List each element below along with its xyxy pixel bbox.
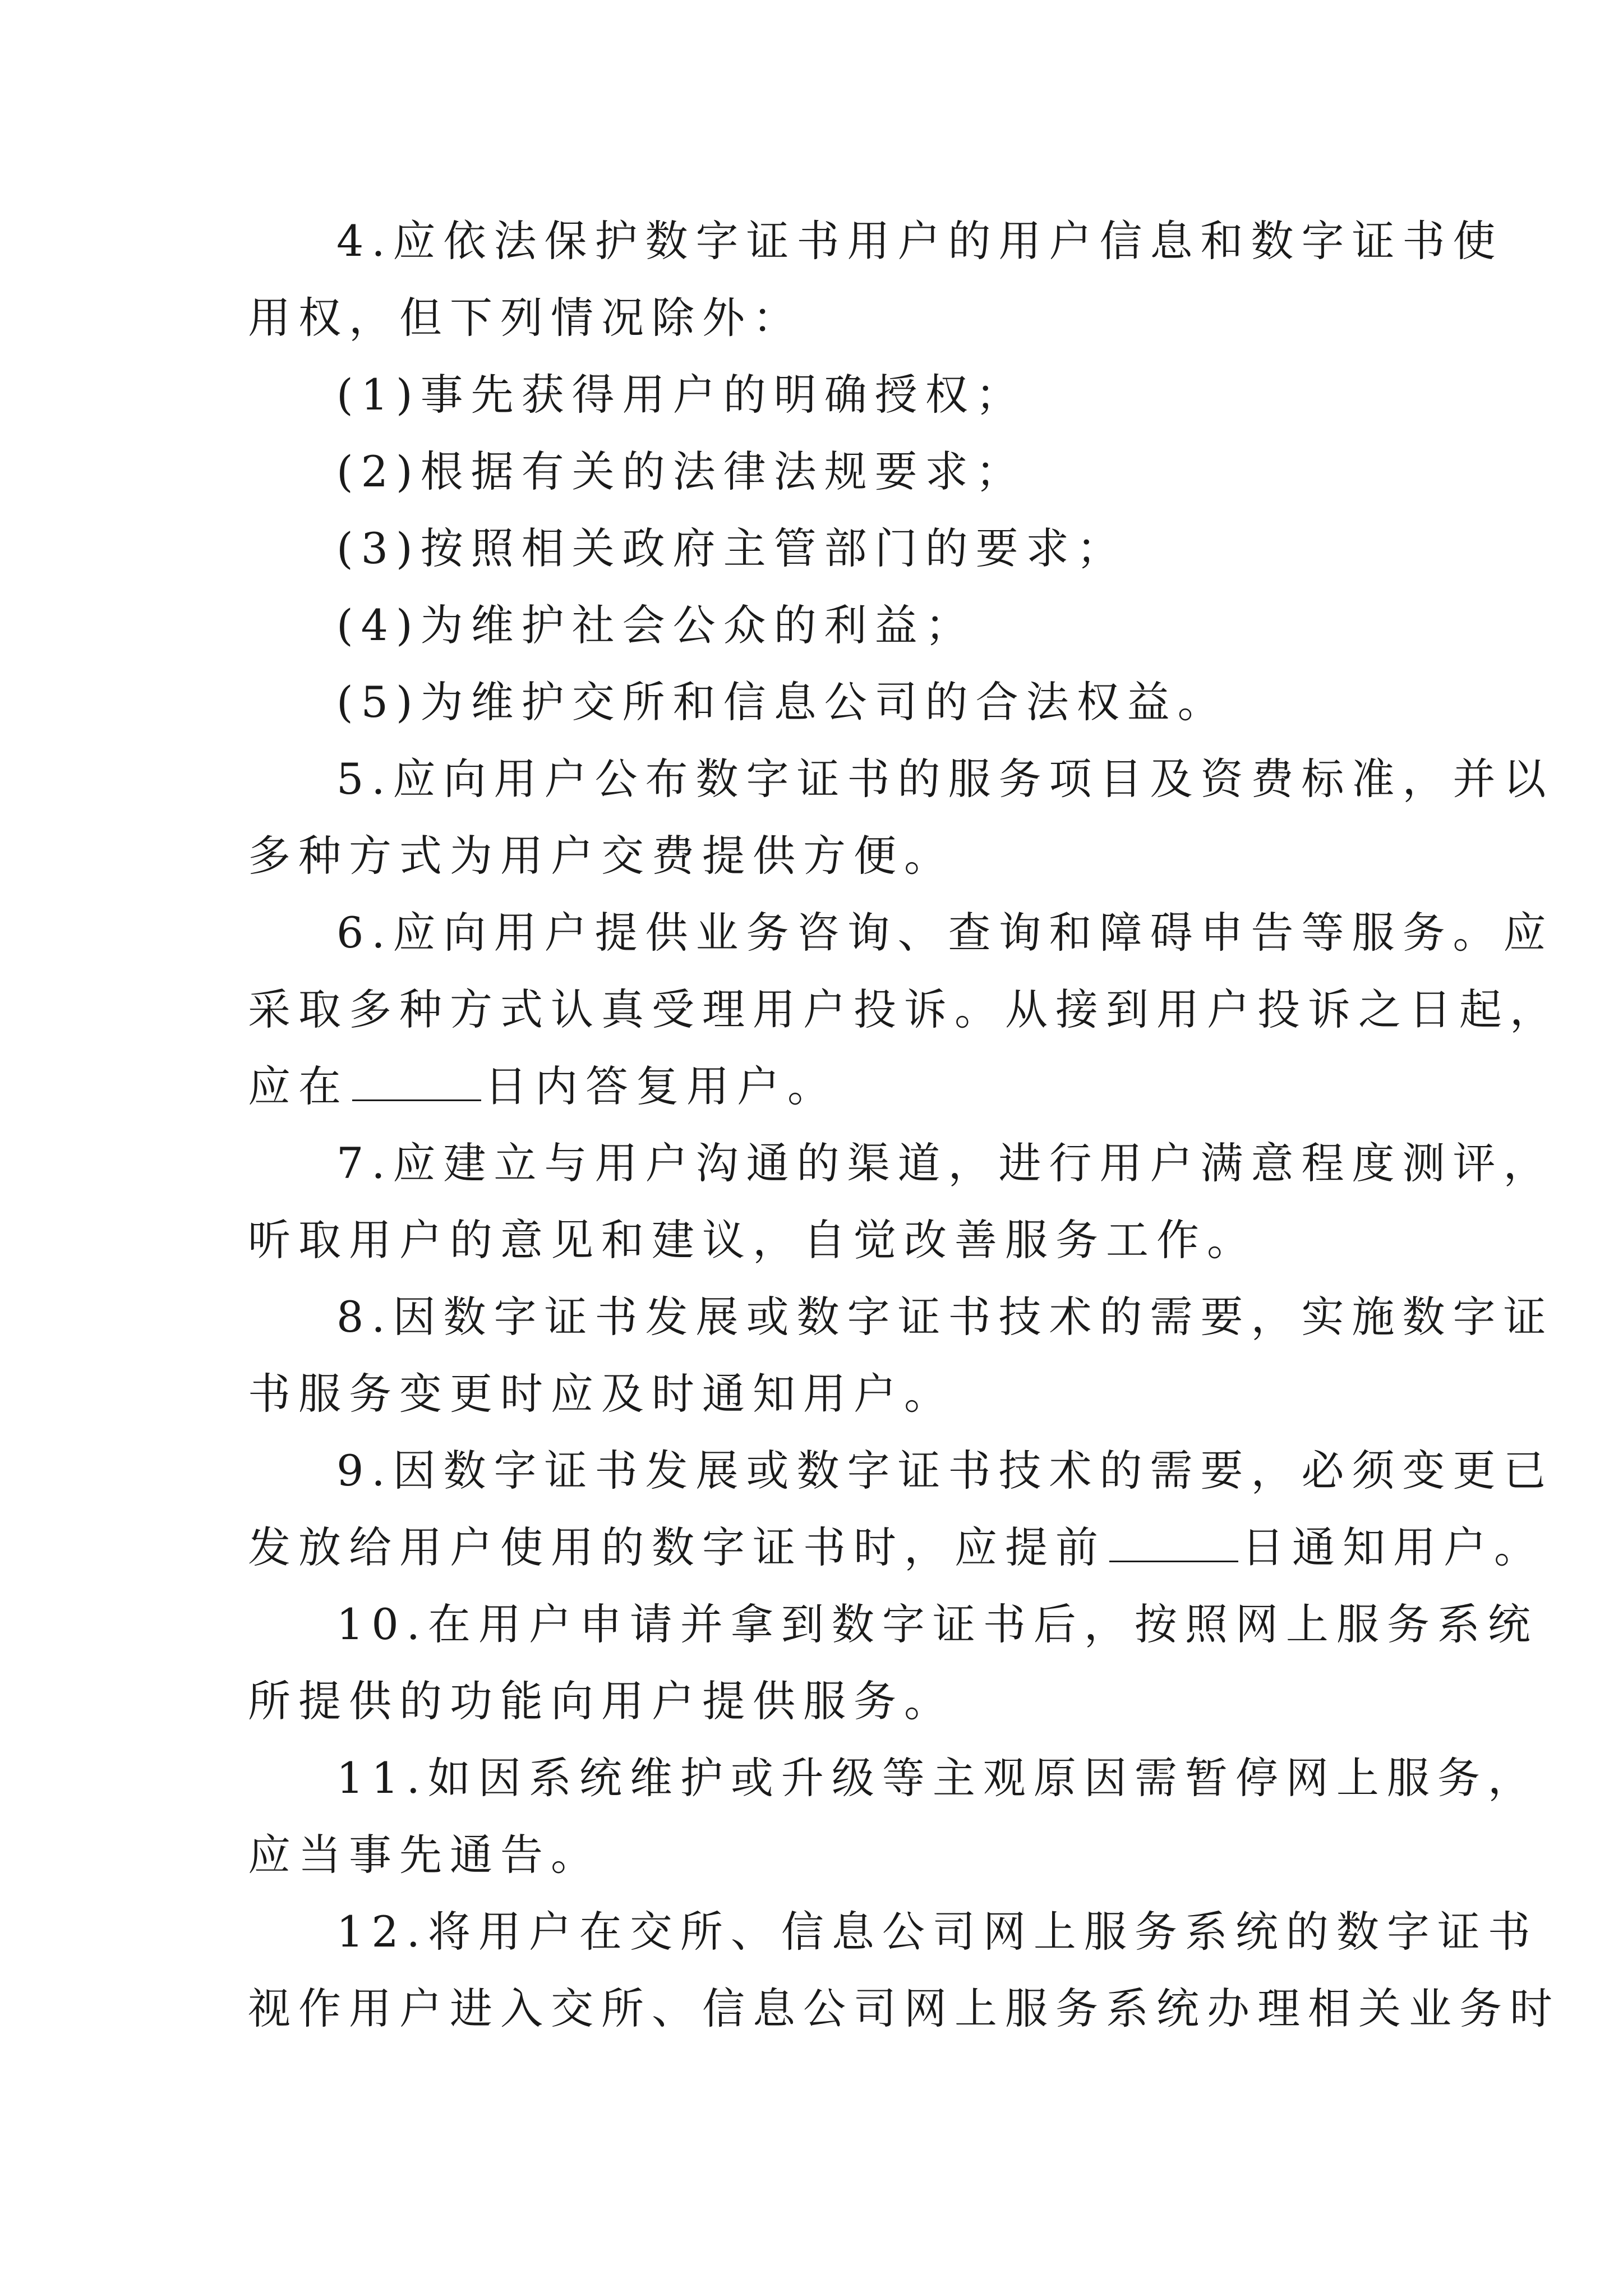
exception-item-2: (2)根据有关的法律法规要求；: [336, 447, 1026, 496]
clause-6-text-after-blank: 日内答复用户。: [485, 1061, 838, 1111]
clause-12-line-2: 视作用户进入交所、信息公司网上服务系统办理相关业务时: [248, 1984, 1560, 2033]
exception-item-4: (4)为维护社会公众的利益；: [336, 600, 976, 650]
exception-item-1: (1)事先获得用户的明确授权；: [336, 370, 1026, 420]
clause-11-line-2: 应当事先通告。: [248, 1830, 601, 1880]
clause-10-line-1: 10.在用户申请并拿到数字证书后，按照网上服务系统: [336, 1599, 1538, 1649]
clause-11-line-1: 11.如因系统维护或升级等主观原因需暂停网上服务，: [336, 1753, 1538, 1803]
clause-4-line-1: 4.应依法保护数字证书用户的用户信息和数字证书使: [336, 216, 1504, 266]
exception-item-3: (3)按照相关政府主管部门的要求；: [336, 523, 1127, 573]
clause-6-line-2: 采取多种方式认真受理用户投诉。从接到用户投诉之日起，: [248, 984, 1560, 1034]
clause-4-line-2: 用权，但下列情况除外：: [248, 293, 803, 343]
notice-days-blank: [1109, 1521, 1238, 1562]
exception-item-5: (5)为维护交所和信息公司的合法权益。: [336, 677, 1228, 727]
clause-6-text-before-blank: 应在: [248, 1061, 349, 1111]
reply-days-blank: [352, 1060, 481, 1101]
clause-8-line-2: 书服务变更时应及时通知用户。: [248, 1369, 955, 1419]
clause-6-line-3: [248, 1059, 838, 1115]
clause-6-line-1: 6.应向用户提供业务咨询、查询和障碍申告等服务。应: [336, 908, 1554, 958]
clause-9-text-before-blank: 发放给用户使用的数字证书时，应提前: [248, 1522, 1106, 1572]
clause-5-line-2: 多种方式为用户交费提供方便。: [248, 831, 955, 881]
clause-10-line-2: 所提供的功能向用户提供服务。: [248, 1676, 955, 1726]
clause-9-text-after-blank: 日通知用户。: [1242, 1522, 1544, 1572]
clause-5-line-1: 5.应向用户公布数字证书的服务项目及资费标准，并以: [336, 754, 1554, 804]
clause-9-line-2: [248, 1520, 1544, 1576]
clause-12-line-1: 12.将用户在交所、信息公司网上服务系统的数字证书: [336, 1907, 1538, 1957]
clause-8-line-1: 8.因数字证书发展或数字证书技术的需要，实施数字证: [336, 1292, 1554, 1342]
clause-9-line-1: 9.因数字证书发展或数字证书技术的需要，必须变更已: [336, 1446, 1554, 1496]
clause-7-line-1: 7.应建立与用户沟通的渠道，进行用户满意程度测评，: [336, 1138, 1554, 1188]
clause-7-line-2: 听取用户的意见和建议，自觉改善服务工作。: [248, 1215, 1257, 1265]
